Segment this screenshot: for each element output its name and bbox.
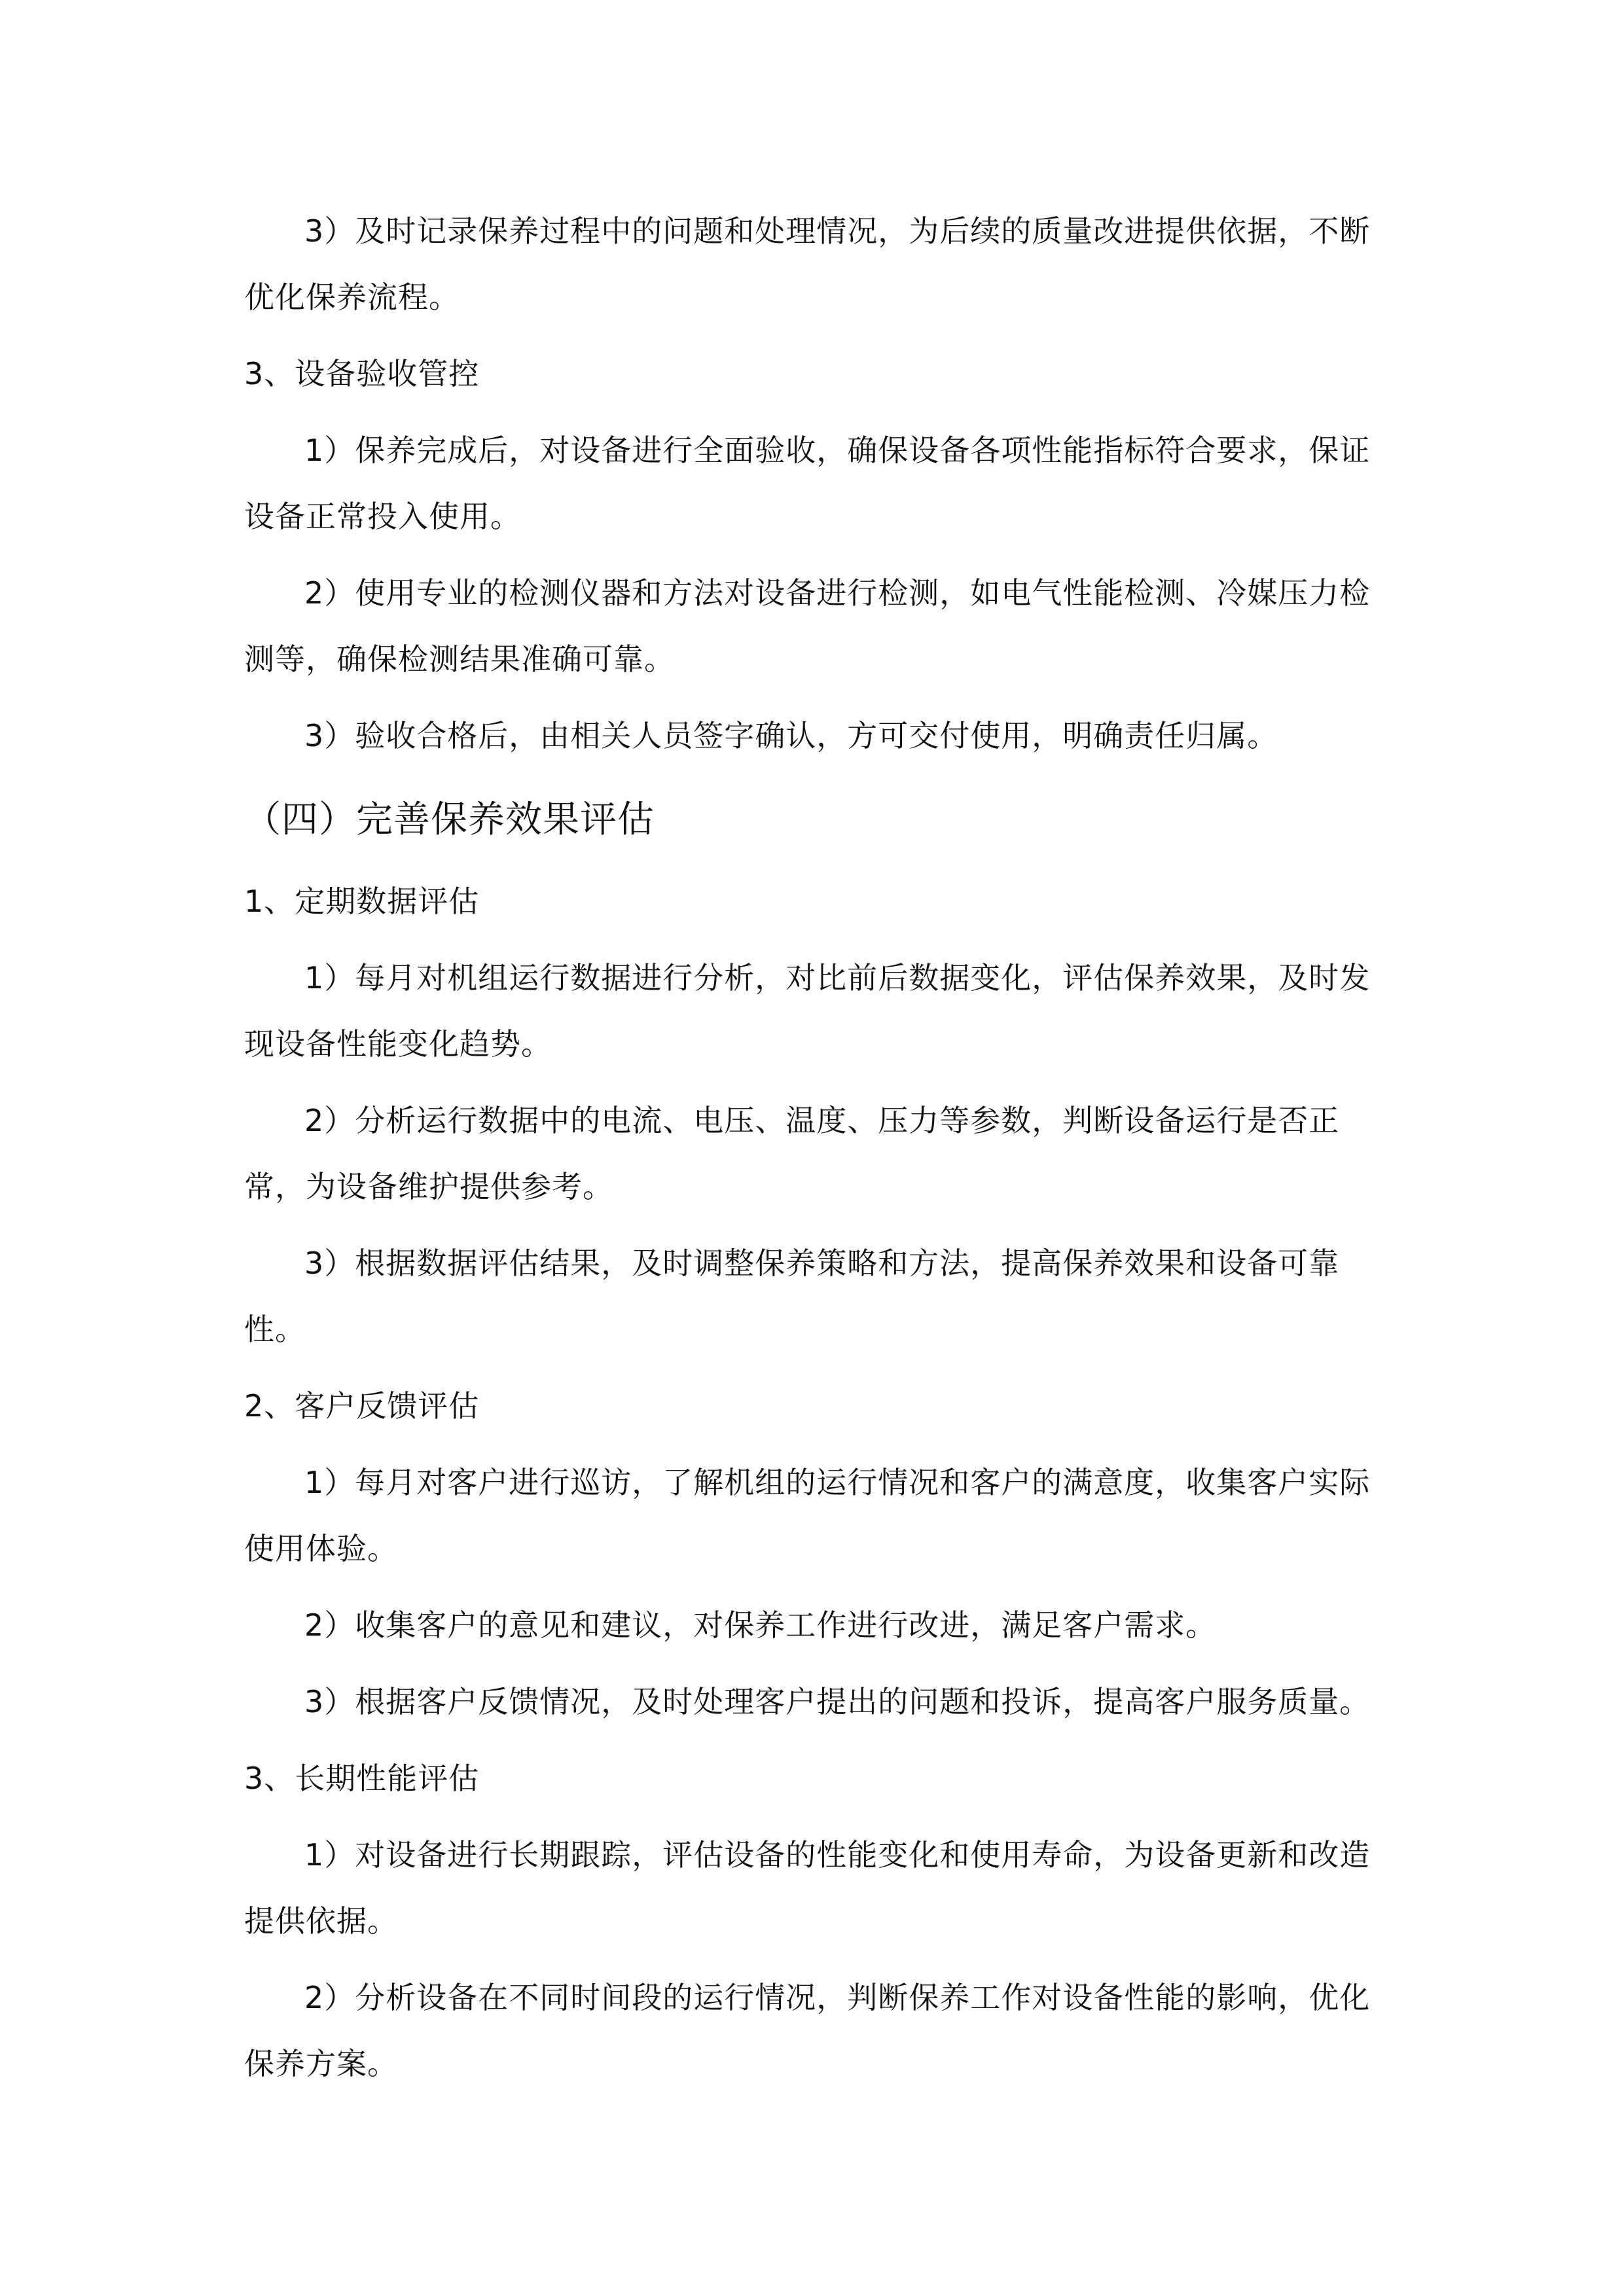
subheading: 1、定期数据评估: [244, 884, 480, 919]
paragraph: 3）根据客户反馈情况，及时处理客户提出的问题和投诉，提高客户服务质量。: [304, 1684, 1371, 1719]
paragraph: 1）对设备进行长期跟踪，评估设备的性能变化和使用寿命，为设备更新和改造提供依据。: [244, 1837, 1371, 1939]
paragraph: 2）分析运行数据中的电流、电压、温度、压力等参数，判断设备运行是否正常，为设备维护提供参考。: [244, 1103, 1340, 1204]
paragraph: 2）收集客户的意见和建议，对保养工作进行改进，满足客户需求。: [304, 1607, 1217, 1643]
section-title: （四）完善保养效果评估: [244, 798, 655, 841]
subheading: 2、客户反馈评估: [244, 1388, 480, 1424]
paragraph: 2）使用专业的检测仪器和方法对设备进行检测，如电气性能检测、冷媒压力检测等，确保检测结果准确可靠。: [244, 575, 1371, 677]
paragraph: 1）每月对机组运行数据进行分析，对比前后数据变化，评估保养效果，及时发现设备性能变化趋势。: [244, 960, 1371, 1062]
paragraph: 3）根据数据评估结果，及时调整保养策略和方法，提高保养效果和设备可靠性。: [244, 1246, 1340, 1347]
paragraph: 3）验收合格后，由相关人员签字确认，方可交付使用，明确责任归属。: [304, 718, 1278, 753]
document-body: [244, 198, 1383, 2108]
subheading: 3、长期性能评估: [244, 1761, 480, 1796]
subheading: 3、设备验收管控: [244, 356, 480, 391]
paragraph: 1）保养完成后，对设备进行全面验收，确保设备各项性能指标符合要求，保证设备正常投入使用。: [244, 433, 1371, 534]
paragraph: 3）及时记录保养过程中的问题和处理情况，为后续的质量改进提供依据，不断优化保养流程。: [244, 213, 1371, 315]
paragraph: 1）每月对客户进行巡访，了解机组的运行情况和客户的满意度，收集客户实际使用体验。: [244, 1465, 1371, 1566]
paragraph: 2）分析设备在不同时间段的运行情况，判断保养工作对设备性能的影响，优化保养方案。: [244, 1980, 1371, 2081]
